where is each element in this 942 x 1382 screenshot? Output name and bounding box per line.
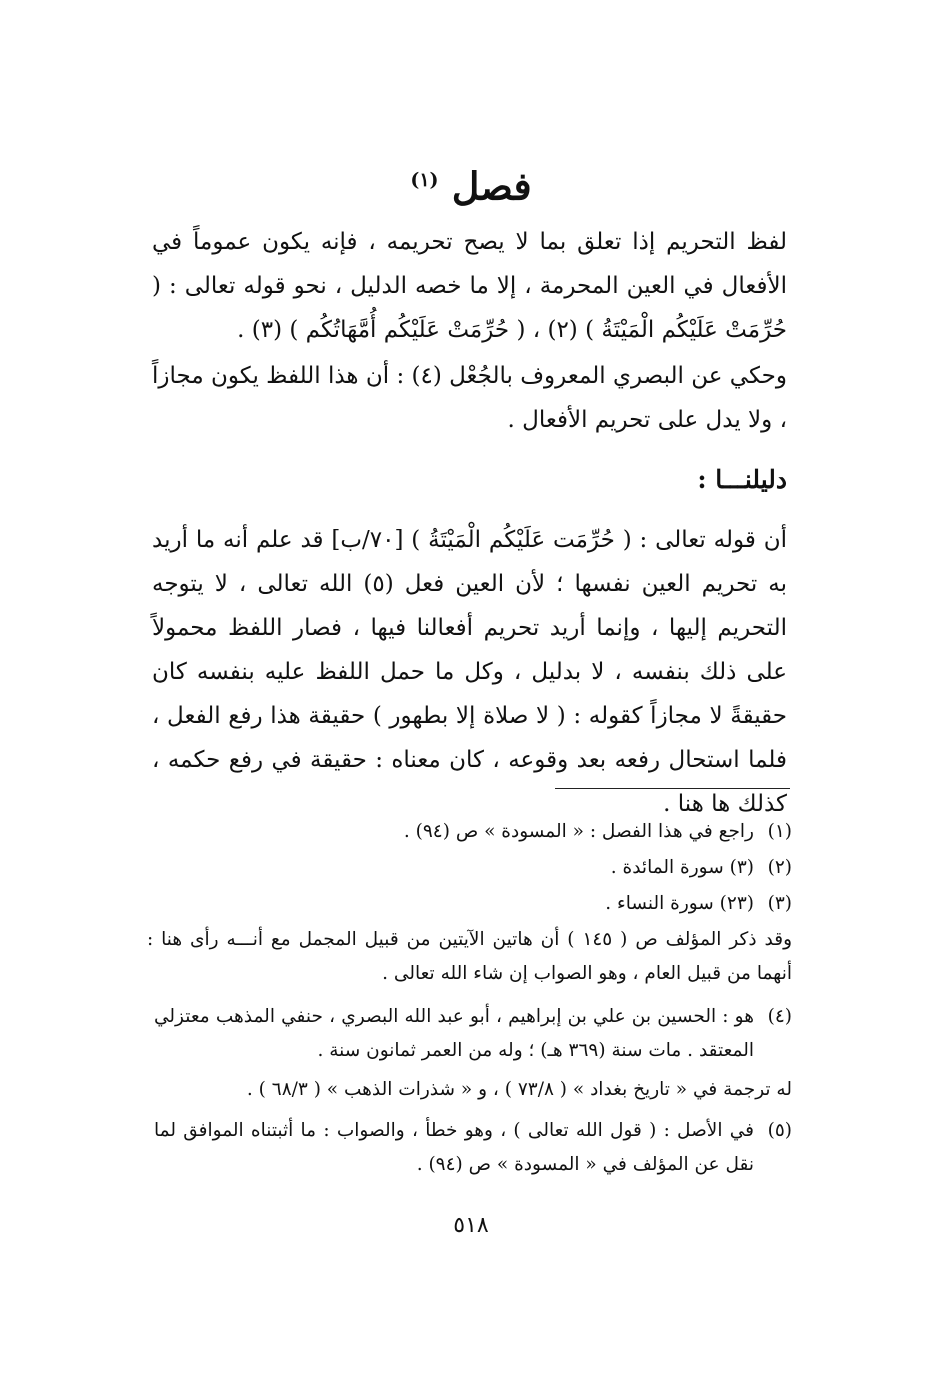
- footnote-number: (١): [767, 821, 792, 842]
- footnote-number: (٣): [767, 893, 792, 914]
- footnote-5: [147, 1114, 792, 1182]
- footnote-text: راجع في هذا الفصل : « المسودة » ص (٩٤) .: [403, 821, 754, 842]
- footnote-text: في الأصل : ( قول الله تعالى ) ، وهو خطأ ، والصواب : ما أثبتناه الموافق لما نقل عن المؤلف في « المسودة » ص (٩٤) .: [154, 1120, 754, 1175]
- footnote-text: هو : الحسين بن علي بن إبراهيم ، أبو عبد الله البصري ، حنفي المذهب معتزلي المعتقد . مات سنة (٣٦٩ هـ) ؛ وله من العمر ثمانون سنة .: [154, 1006, 754, 1061]
- footnote-text: وقد ذكر المؤلف ص ( ١٤٥ ) أن هاتين الآيتين من قبيل المجمل مع أنـــه رأى هنا : أنهما من قبيل العام ، وهو الصواب إن شاء الله تعالى .: [147, 929, 793, 984]
- footnote-number: (٤): [767, 1006, 792, 1027]
- paragraph-3: أن قوله تعالى : ( حُرِّمَت عَلَيْكُم الْمَيْتَةُ ) [٧٠/ب] قد علم أنه ما أريد به تحريم العين نفسها ؛ لأن العين فعل (٥) الله تعالى ، لا يتوجه التحريم إليها ، وإنما أريد تحريم أفعالنا فيها ، فصار اللفظ محمولاً على ذلك بنفسه ، لا بدليل ، وكل ما حمل اللفظ عليه بنفسه كان حقيقةً لا مجازاً كقوله : ( لا صلاة إلا بطهور ) حقيقة هذا رفع الفعل ، فلما استحال رفعه بعد وقوعه ، كان معناه : حقيقة في رفع حكمه ، كذلك ها هنا .: [152, 527, 788, 817]
- footnote-1: [147, 815, 792, 849]
- evidence-subheading: دليلنـــا :: [697, 465, 787, 494]
- footnote-3-continuation: [147, 923, 792, 991]
- footnote-number: (٥): [767, 1120, 792, 1141]
- section-title: فصل: [451, 163, 532, 209]
- heading-footnote-ref: (١): [410, 169, 439, 191]
- footnote-number: (٢): [767, 857, 792, 878]
- page-number: ٥١٨: [453, 1213, 489, 1238]
- footnote-4: [147, 1000, 792, 1068]
- paragraph-2: وحكي عن البصري المعروف بالجُعْل (٤) : أن هذا اللفظ يكون مجازاً ، ولا يدل على تحريم الأفعال .: [151, 363, 787, 433]
- section-heading: [0, 150, 942, 217]
- footnote-text: (٢٣) سورة النساء .: [605, 893, 754, 914]
- footnote-2: [147, 851, 792, 885]
- footnote-4-continuation: [147, 1073, 792, 1107]
- footnote-3: [147, 887, 792, 921]
- footnote-divider: [555, 788, 790, 789]
- footnote-text: (٣) سورة المائدة .: [610, 857, 754, 878]
- footnote-text: له ترجمة في « تاريخ بغداد » ( ٧٣/٨ ) ، و « شذرات الذهب » ( ٦٨/٣ ) .: [246, 1079, 792, 1100]
- paragraph-1: لفظ التحريم إذا تعلق بما لا يصح تحريمه ، فإنه يكون عموماً في الأفعال في العين المحرمة ، إلا ما خصه الدليل ، نحو قوله تعالى : ( حُرِّمَتْ عَلَيْكُم الْمَيْتَةُ ) (٢) ، ( حُرِّمَتْ عَلَيْكُم أُمَّهَاتُكُم ) (٣) .: [152, 229, 787, 343]
